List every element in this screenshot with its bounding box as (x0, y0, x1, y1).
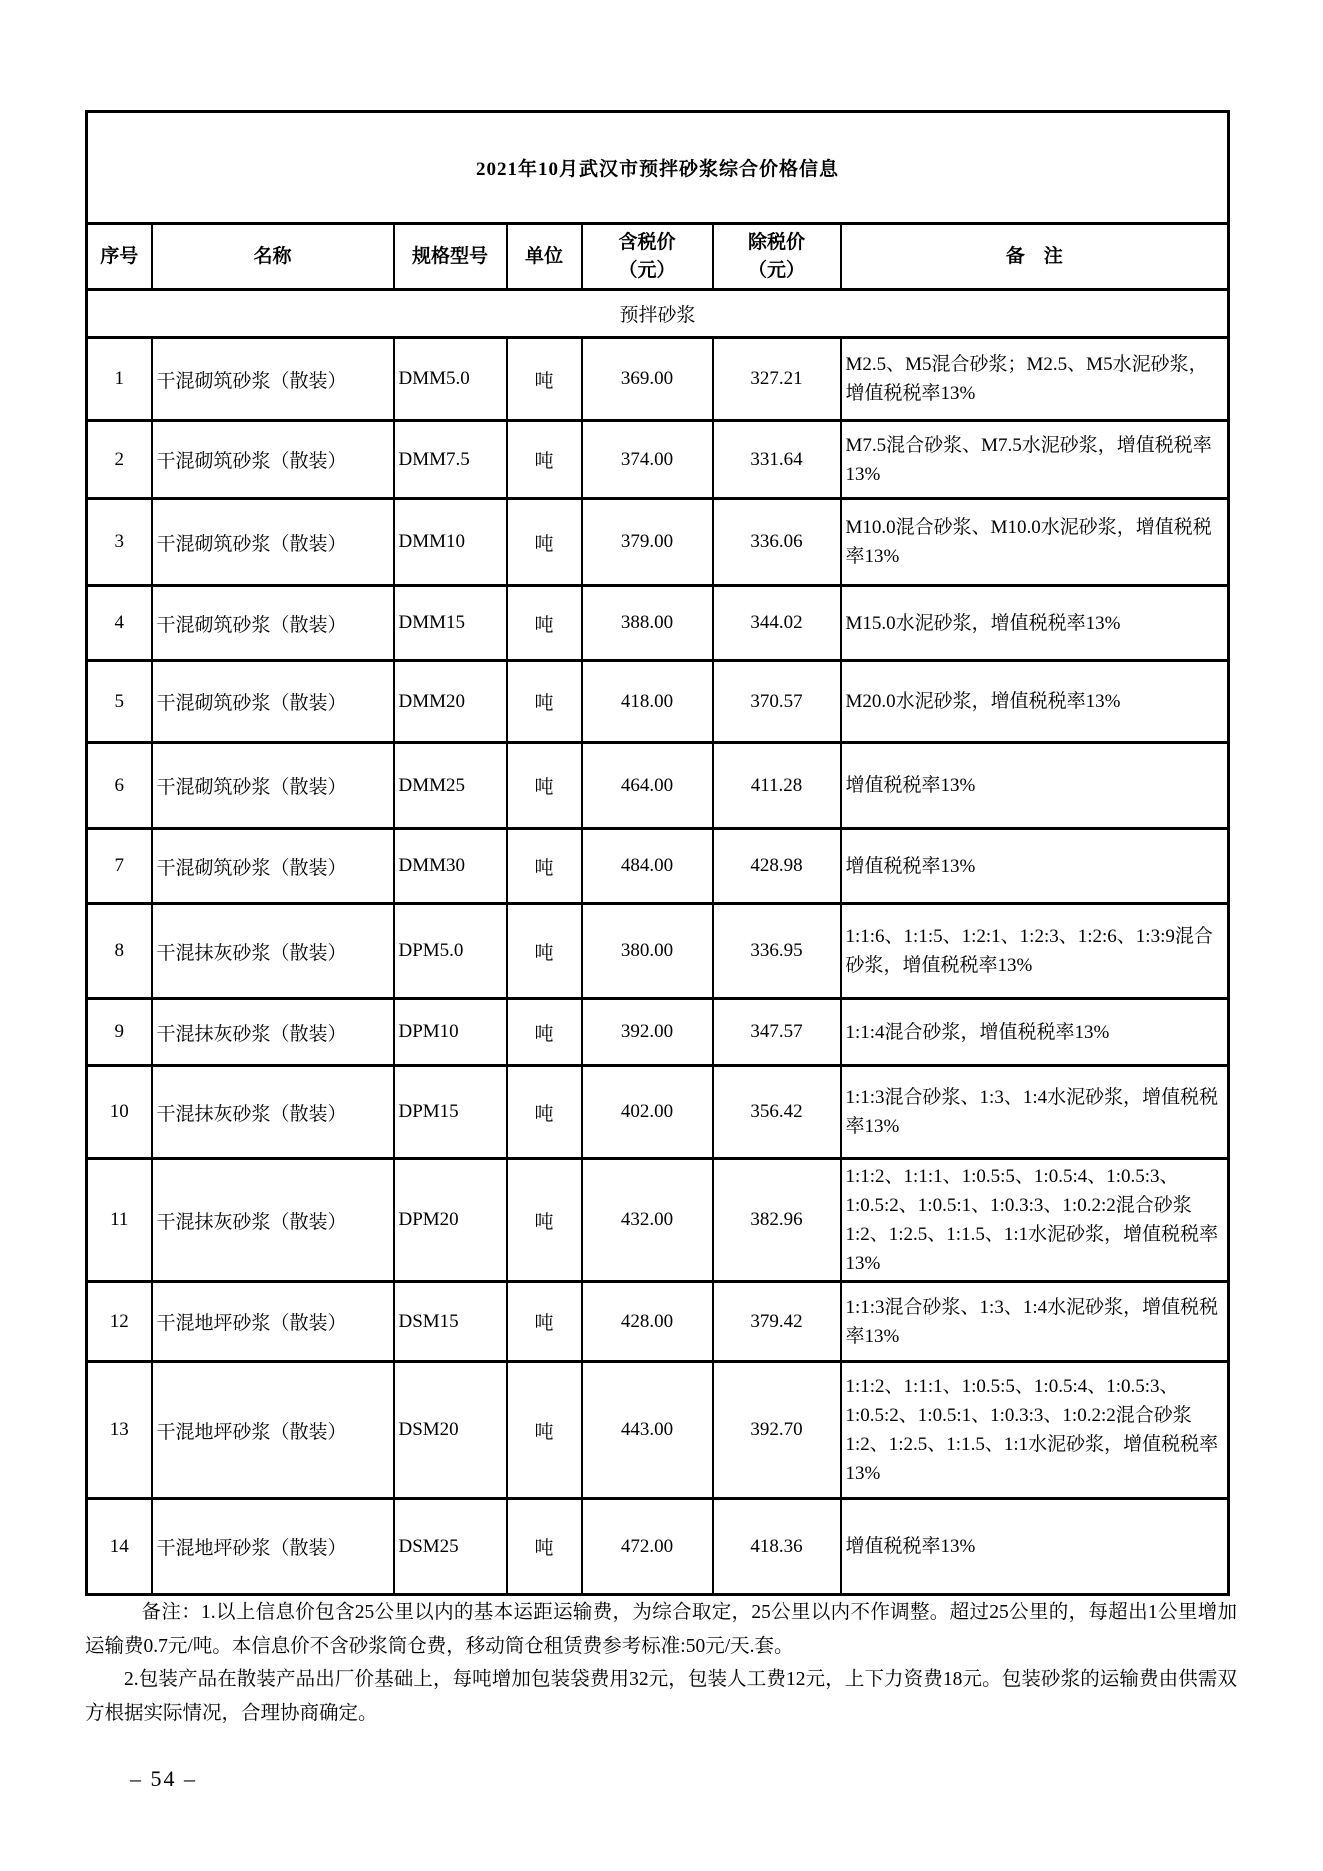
table-row (87, 586, 1229, 661)
table-row (87, 1499, 1229, 1595)
row-price-incl: 379.00 (582, 499, 713, 586)
row-no: 12 (87, 1282, 152, 1362)
row-price-excl: 392.70 (713, 1362, 841, 1499)
row-unit: 吨 (507, 999, 582, 1066)
row-remark: M15.0水泥砂浆，增值税税率13% (841, 586, 1229, 661)
row-unit: 吨 (507, 661, 582, 743)
row-spec: DPM15 (394, 1066, 507, 1159)
column-header-unit: 单位 (507, 224, 582, 290)
row-unit: 吨 (507, 1066, 582, 1159)
row-remark: 1:1:2、1:1:1、1:0.5:5、1:0.5:4、1:0.5:3、1:0.5:2、1:0.5:1、1:0.3:3、1:0.2:2混合砂浆 1:2、1:2.5、1:1.5、1:1水泥砂浆，增值税税率13% (841, 1362, 1229, 1499)
row-price-incl: 392.00 (582, 999, 713, 1066)
page-number: – 54 – (130, 1766, 197, 1791)
row-name: 干混砌筑砂浆（散装） (152, 421, 394, 499)
row-price-excl: 336.95 (713, 904, 841, 999)
column-header-price-incl-label: 含税价 (618, 232, 676, 253)
row-name: 干混砌筑砂浆（散装） (152, 499, 394, 586)
table-title: 2021年10月武汉市预拌砂浆综合价格信息 (87, 112, 1229, 224)
table-row (87, 1362, 1229, 1499)
row-price-incl: 443.00 (582, 1362, 713, 1499)
row-price-excl: 327.21 (713, 338, 841, 421)
row-price-incl: 374.00 (582, 421, 713, 499)
row-name: 干混地坪砂浆（散装） (152, 1499, 394, 1595)
row-spec: DSM15 (394, 1282, 507, 1362)
row-price-excl: 418.36 (713, 1499, 841, 1595)
row-unit: 吨 (507, 1282, 582, 1362)
row-unit: 吨 (507, 586, 582, 661)
row-price-incl: 369.00 (582, 338, 713, 421)
row-spec: DMM20 (394, 661, 507, 743)
row-remark: 1:1:6、1:1:5、1:2:1、1:2:3、1:2:6、1:3:9混合砂浆，增值税税率13% (841, 904, 1229, 999)
row-name: 干混地坪砂浆（散装） (152, 1362, 394, 1499)
row-unit: 吨 (507, 829, 582, 904)
row-price-incl: 388.00 (582, 586, 713, 661)
row-unit: 吨 (507, 338, 582, 421)
row-spec: DSM25 (394, 1499, 507, 1595)
table-row (87, 829, 1229, 904)
footnote-2: 2.包装产品在散装产品出厂价基础上，每吨增加包装袋费用32元，包装人工费12元，上下力资费18元。包装砂浆的运输费由供需双方根据实际情况，合理协商确定。 (85, 1669, 1237, 1724)
row-remark: M10.0混合砂浆、M10.0水泥砂浆，增值税税率13% (841, 499, 1229, 586)
row-name: 干混砌筑砂浆（散装） (152, 743, 394, 829)
table-row (87, 338, 1229, 421)
table-row (87, 999, 1229, 1066)
row-unit: 吨 (507, 499, 582, 586)
row-unit: 吨 (507, 743, 582, 829)
row-name: 干混抹灰砂浆（散装） (152, 1066, 394, 1159)
row-no: 6 (87, 743, 152, 829)
row-spec: DMM7.5 (394, 421, 507, 499)
row-price-excl: 411.28 (713, 743, 841, 829)
header-row (87, 224, 1229, 290)
row-remark: M20.0水泥砂浆，增值税税率13% (841, 661, 1229, 743)
row-spec: DMM25 (394, 743, 507, 829)
column-header-name: 名称 (152, 224, 394, 290)
table-row (87, 1066, 1229, 1159)
row-name: 干混抹灰砂浆（散装） (152, 999, 394, 1066)
row-spec: DMM5.0 (394, 338, 507, 421)
row-no: 1 (87, 338, 152, 421)
row-remark: 1:1:2、1:1:1、1:0.5:5、1:0.5:4、1:0.5:3、1:0.5:2、1:0.5:1、1:0.3:3、1:0.2:2混合砂浆 1:2、1:2.5、1:1.5、1:1水泥砂浆，增值税税率13% (841, 1159, 1229, 1282)
row-price-excl: 382.96 (713, 1159, 841, 1282)
row-remark: 增值税税率13% (841, 1499, 1229, 1595)
row-name: 干混地坪砂浆（散装） (152, 1282, 394, 1362)
column-header-price-incl (582, 224, 713, 290)
row-no: 14 (87, 1499, 152, 1595)
row-no: 7 (87, 829, 152, 904)
row-name: 干混砌筑砂浆（散装） (152, 661, 394, 743)
section-header: 预拌砂浆 (87, 290, 1229, 338)
table-row (87, 1159, 1229, 1282)
row-spec: DPM5.0 (394, 904, 507, 999)
row-price-excl: 428.98 (713, 829, 841, 904)
section-row (87, 290, 1229, 338)
row-no: 13 (87, 1362, 152, 1499)
row-price-excl: 331.64 (713, 421, 841, 499)
table-row (87, 743, 1229, 829)
table-row (87, 661, 1229, 743)
row-price-excl: 379.42 (713, 1282, 841, 1362)
table-row (87, 499, 1229, 586)
row-no: 8 (87, 904, 152, 999)
row-remark: 1:1:4混合砂浆，增值税税率13% (841, 999, 1229, 1066)
row-no: 2 (87, 421, 152, 499)
column-header-price-excl-unit: （元） (747, 259, 805, 281)
row-no: 10 (87, 1066, 152, 1159)
row-price-incl: 418.00 (582, 661, 713, 743)
row-unit: 吨 (507, 1499, 582, 1595)
row-name: 干混砌筑砂浆（散装） (152, 586, 394, 661)
row-price-incl: 428.00 (582, 1282, 713, 1362)
row-unit: 吨 (507, 1159, 582, 1282)
row-price-excl: 356.42 (713, 1066, 841, 1159)
row-spec: DSM20 (394, 1362, 507, 1499)
column-header-price-excl (713, 224, 841, 290)
row-price-excl: 344.02 (713, 586, 841, 661)
row-spec: DMM30 (394, 829, 507, 904)
row-remark: 增值税税率13% (841, 743, 1229, 829)
row-no: 5 (87, 661, 152, 743)
row-spec: DMM10 (394, 499, 507, 586)
row-spec: DMM15 (394, 586, 507, 661)
row-price-incl: 484.00 (582, 829, 713, 904)
row-no: 9 (87, 999, 152, 1066)
footnote-1: 备注：1.以上信息价包含25公里以内的基本运距运输费，为综合取定，25公里以内不作调整。超过25公里的，每超出1公里增加运输费0.7元/吨。本信息价不含砂浆筒仓费，移动筒仓租赁费参考标准:50元/天.套。 (85, 1602, 1237, 1657)
row-price-excl: 336.06 (713, 499, 841, 586)
row-no: 4 (87, 586, 152, 661)
row-remark: M2.5、M5混合砂浆；M2.5、M5水泥砂浆，增值税税率13% (841, 338, 1229, 421)
row-price-incl: 472.00 (582, 1499, 713, 1595)
row-price-excl: 370.57 (713, 661, 841, 743)
row-price-incl: 432.00 (582, 1159, 713, 1282)
title-row (87, 112, 1229, 224)
row-spec: DPM10 (394, 999, 507, 1066)
footnotes (85, 1596, 1237, 1730)
row-no: 11 (87, 1159, 152, 1282)
row-no: 3 (87, 499, 152, 586)
row-remark: 增值税税率13% (841, 829, 1229, 904)
row-remark: M7.5混合砂浆、M7.5水泥砂浆，增值税税率13% (841, 421, 1229, 499)
row-unit: 吨 (507, 904, 582, 999)
row-name: 干混抹灰砂浆（散装） (152, 1159, 394, 1282)
row-spec: DPM20 (394, 1159, 507, 1282)
column-header-remark: 备 注 (841, 224, 1229, 290)
column-header-price-excl-label: 除税价 (747, 232, 805, 253)
table-row (87, 904, 1229, 999)
row-price-incl: 464.00 (582, 743, 713, 829)
row-remark: 1:1:3混合砂浆、1:3、1:4水泥砂浆，增值税税率13% (841, 1066, 1229, 1159)
row-name: 干混砌筑砂浆（散装） (152, 829, 394, 904)
row-unit: 吨 (507, 421, 582, 499)
row-remark: 1:1:3混合砂浆、1:3、1:4水泥砂浆，增值税税率13% (841, 1282, 1229, 1362)
table-row (87, 1282, 1229, 1362)
table-row (87, 421, 1229, 499)
row-name: 干混砌筑砂浆（散装） (152, 338, 394, 421)
column-header-no: 序号 (87, 224, 152, 290)
column-header-price-incl-unit: （元） (618, 259, 676, 281)
row-price-incl: 402.00 (582, 1066, 713, 1159)
row-price-incl: 380.00 (582, 904, 713, 999)
price-table (85, 110, 1230, 1596)
row-unit: 吨 (507, 1362, 582, 1499)
column-header-spec: 规格型号 (394, 224, 507, 290)
row-name: 干混抹灰砂浆（散装） (152, 904, 394, 999)
row-price-excl: 347.57 (713, 999, 841, 1066)
